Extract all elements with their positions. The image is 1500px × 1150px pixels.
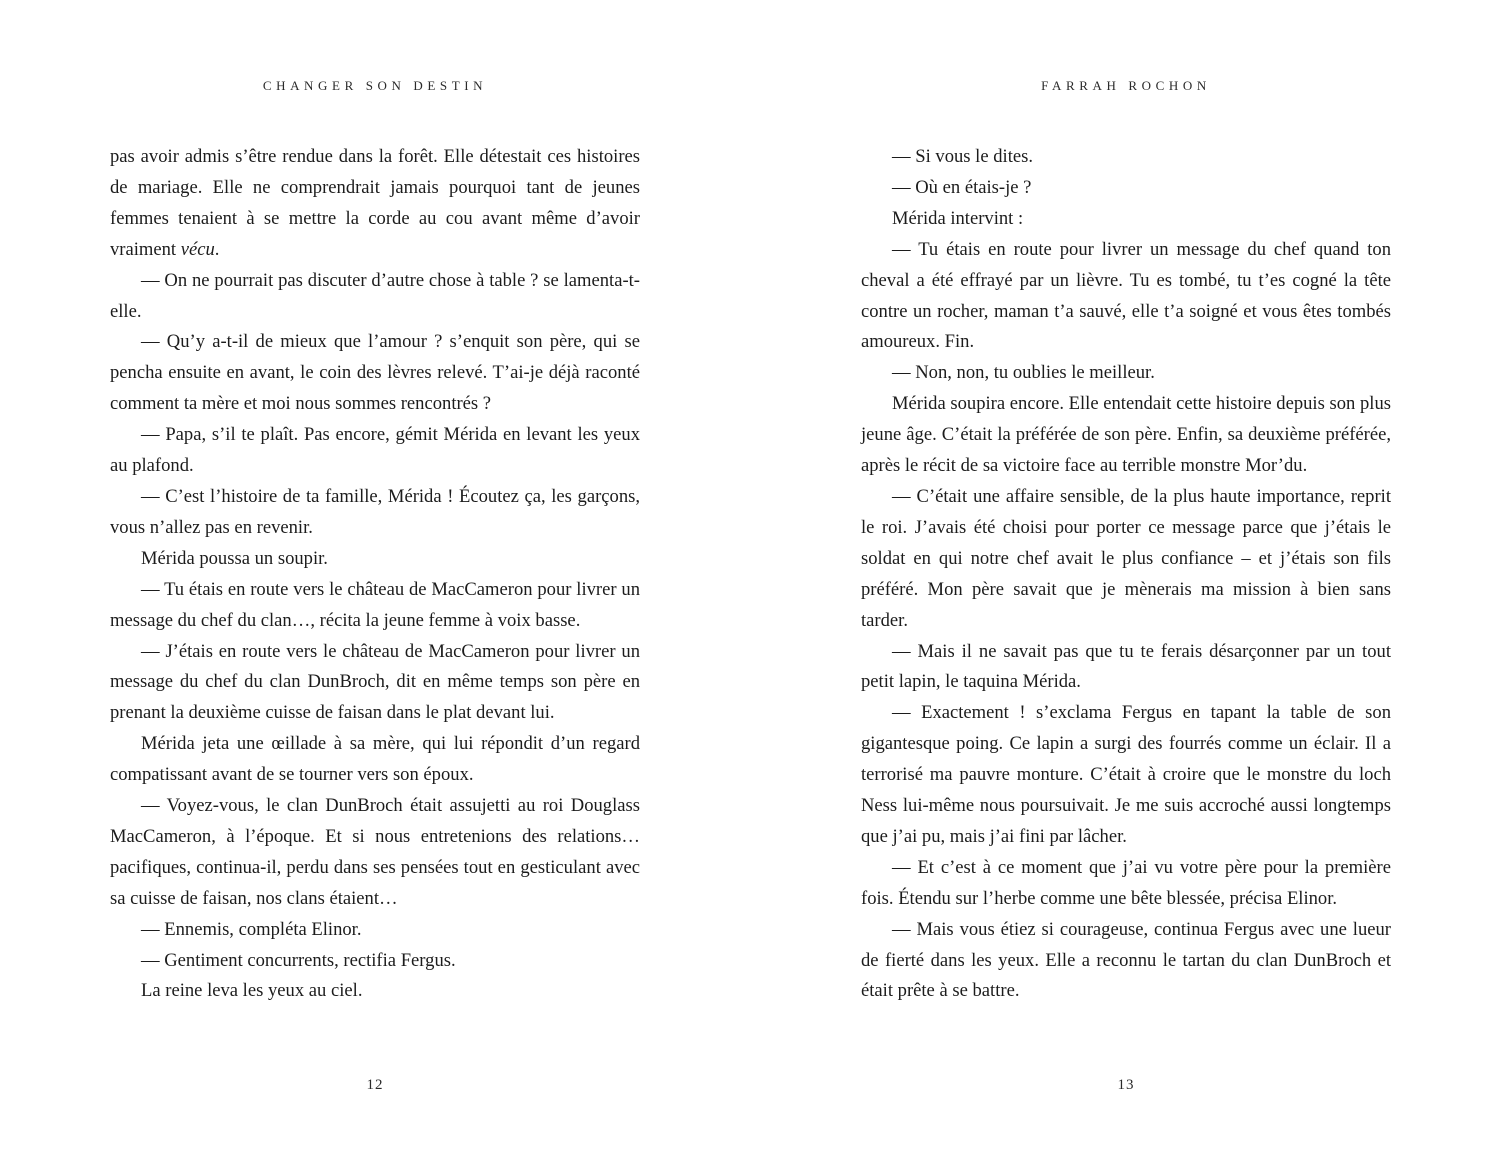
paragraph: — C’est l’histoire de ta famille, Mérida ! Écoutez ça, les garçons, vous n’allez pas en revenir. (110, 485, 640, 538)
running-head-book-title: CHANGER SON DESTIN (262, 78, 488, 93)
paragraph: — Voyez-vous, le clan DunBroch était assujetti au roi Douglass MacCameron, à l’époque. Et si nous entretenions des relations… pacifiques, continua-il, perdu dans ses pensées tout en gesticulant avec sa cuisse de faisan, nos clans étaient… (110, 795, 640, 909)
page-number: 13 (1117, 1077, 1135, 1093)
paragraph: Mérida soupira encore. Elle entendait cette histoire depuis son plus jeune âge. C’était la préférée de son père. Enfin, sa deuxième préférée, après le récit de sa victoire face au terrible monstre Mor’du. (861, 393, 1391, 477)
paragraph: — J’étais en route vers le château de MacCameron pour livrer un message du chef du clan DunBroch, dit en même temps son père en prenant la deuxième cuisse de faisan dans le plat devant lui. (110, 640, 640, 724)
paragraph: — Mais vous étiez si courageuse, continua Fergus avec une lueur de fierté dans les yeux. Elle a reconnu le tartan du clan DunBroch et était prête à se battre. (861, 918, 1391, 1002)
page-number: 12 (366, 1077, 384, 1093)
left-page (110, 0, 640, 1150)
paragraph: — Mais il ne savait pas que tu te ferais désarçonner par un tout petit lapin, le taquina Mérida. (861, 640, 1391, 693)
paragraph: Mérida poussa un soupir. (141, 547, 328, 569)
paragraph: — Où en étais-je ? (892, 176, 1032, 198)
paragraph: — Papa, s’il te plaît. Pas encore, gémit Mérida en levant les yeux au plafond. (110, 424, 640, 477)
paragraph: — Exactement ! s’exclama Fergus en tapant la table de son gigantesque poing. Ce lapin a surgi des fourrés comme un éclair. Il a terrorisé ma pauvre monture. C’était à croire que le monstre du loch Ness lui-même nous poursuivait. Je me suis accroché aussi longtemps que j’ai pu, mais j’ai fini par lâcher. (861, 702, 1391, 847)
right-page-text (861, 142, 1391, 1007)
paragraph-text: pas avoir admis s’être rendue dans la forêt. Elle détestait ces histoires de mariage. Elle ne comprendrait jamais pourquoi tant de jeunes femmes tenaient à se mettre la corde au cou avant même d’avoir vraiment (110, 146, 640, 260)
paragraph: — On ne pourrait pas discuter d’autre chose à table ? se lamenta-t-elle. (110, 269, 640, 322)
paragraph: — Et c’est à ce moment que j’ai vu votre père pour la première fois. Étendu sur l’herbe comme une bête blessée, précisa Elinor. (861, 856, 1391, 909)
paragraph: — Ennemis, compléta Elinor. (141, 918, 362, 940)
paragraph: Mérida intervint : (892, 207, 1024, 229)
left-page-text (110, 142, 640, 1007)
running-head-author: FARRAH ROCHON (1041, 78, 1211, 93)
paragraph: Mérida jeta une œillade à sa mère, qui lui répondit d’un regard compatissant avant de se tourner vers son époux. (110, 733, 640, 786)
paragraph (110, 142, 640, 266)
paragraph: — Si vous le dites. (892, 146, 1034, 167)
paragraph: — Tu étais en route pour livrer un message du chef quand ton cheval a été effrayé par un lièvre. Tu es tombé, tu t’es cogné la tête contre un rocher, maman t’a sauvé, elle t’a soigné et vous êtes tombés amoureux. Fin. (861, 238, 1391, 353)
italic-word: vécu (180, 238, 215, 260)
paragraph: — Qu’y a-t-il de mieux que l’amour ? s’enquit son père, qui se pencha ensuite en avant, le coin des lèvres relevé. T’ai-je déjà raconté comment ta mère et moi nous sommes rencontrés ? (110, 331, 640, 415)
paragraph: La reine leva les yeux au ciel. (141, 980, 363, 1002)
paragraph: — Tu étais en route vers le château de MacCameron pour livrer un message du chef du clan…, récita la jeune femme à voix basse. (110, 578, 640, 631)
paragraph: — C’était une affaire sensible, de la plus haute importance, reprit le roi. J’avais été choisi pour porter ce message parce que j’étais le soldat en qui notre chef avait le plus confiance – et j’étais son fils préféré. Mon père savait que je mènerais ma mission à bien sans tarder. (861, 485, 1391, 631)
right-page (861, 0, 1391, 1150)
paragraph-text: . (214, 238, 220, 260)
paragraph: — Non, non, tu oublies le meilleur. (892, 362, 1155, 384)
paragraph: — Gentiment concurrents, rectifia Fergus. (141, 949, 456, 971)
